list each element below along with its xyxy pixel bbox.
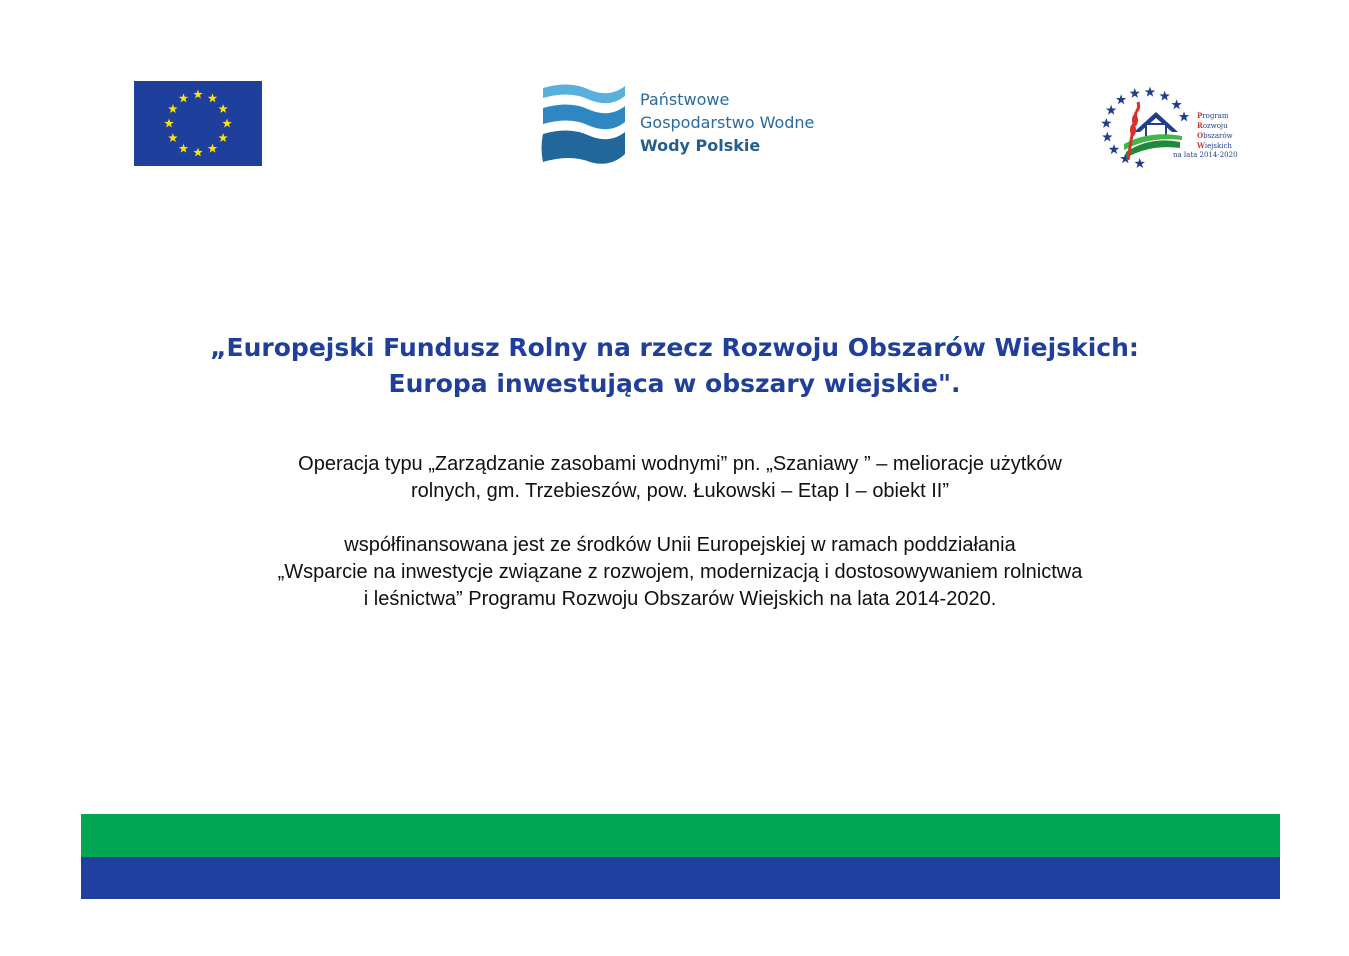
prow-star-icon (1106, 105, 1116, 115)
prow-star-icon (1116, 94, 1126, 104)
funding-statement (0, 532, 1349, 613)
prow-line-4: Wiejskich (1197, 141, 1232, 150)
prow-star-icon (1159, 91, 1169, 101)
prow-years: na lata 2014-2020 (1173, 151, 1238, 159)
prow-star-icon (1145, 87, 1155, 97)
footer-band-blue (81, 857, 1280, 899)
prow-line-1: Program (1197, 111, 1229, 120)
wody-polskie-line-2: Gospodarstwo Wodne (640, 113, 815, 132)
prow-star-icon (1130, 88, 1140, 98)
title-line-2: Europa inwestująca w obszary wiejskie". (388, 369, 961, 398)
prow-logo-text (1173, 111, 1238, 160)
operation-description (0, 451, 1349, 505)
eu-logo (134, 81, 262, 166)
page-title (0, 330, 1349, 402)
funding-line-1: współfinansowana jest ze środków Unii Europejskiej w ramach poddziałania (344, 534, 1016, 556)
funding-line-2: „Wsparcie na inwestycje związane z rozwojem, modernizacją i dostosowywaniem rolnictwa (277, 561, 1083, 583)
wody-polskie-logo (540, 82, 840, 168)
prow-star-icon (1171, 99, 1181, 109)
operation-line-2: rolnych, gm. Trzebieszów, pow. Łukowski – Etap I – obiekt II” (410, 480, 950, 502)
funding-line-3: i leśnictwa” Programu Rozwoju Obszarów Wiejskich na lata 2014-2020. (363, 588, 997, 610)
operation-line-1: Operacja typu „Zarządzanie zasobami wodnymi” pn. „Szaniawy ” – melioracje użytków (298, 453, 1062, 475)
prow-star-icon (1109, 144, 1119, 154)
wody-polskie-logo-text (640, 88, 814, 157)
prow-star-icon (1135, 158, 1145, 168)
eu-flag-icon (134, 81, 262, 166)
footer-band-green (81, 814, 1280, 857)
wody-polskie-line-3: Wody Polskie (640, 136, 761, 155)
wody-polskie-line-1: Państwowe (640, 90, 730, 109)
prow-line-3: Obszarów (1197, 131, 1233, 140)
prow-star-icon (1179, 111, 1189, 121)
wody-polskie-wave-icon (540, 82, 628, 168)
prow-star-icon (1101, 118, 1111, 128)
prow-logo (1100, 84, 1250, 170)
prow-star-icon (1102, 132, 1112, 142)
title-line-1: „Europejski Fundusz Rolny na rzecz Rozwoju Obszarów Wiejskich: (210, 333, 1139, 362)
prow-line-2: Rozwoju (1197, 121, 1228, 130)
